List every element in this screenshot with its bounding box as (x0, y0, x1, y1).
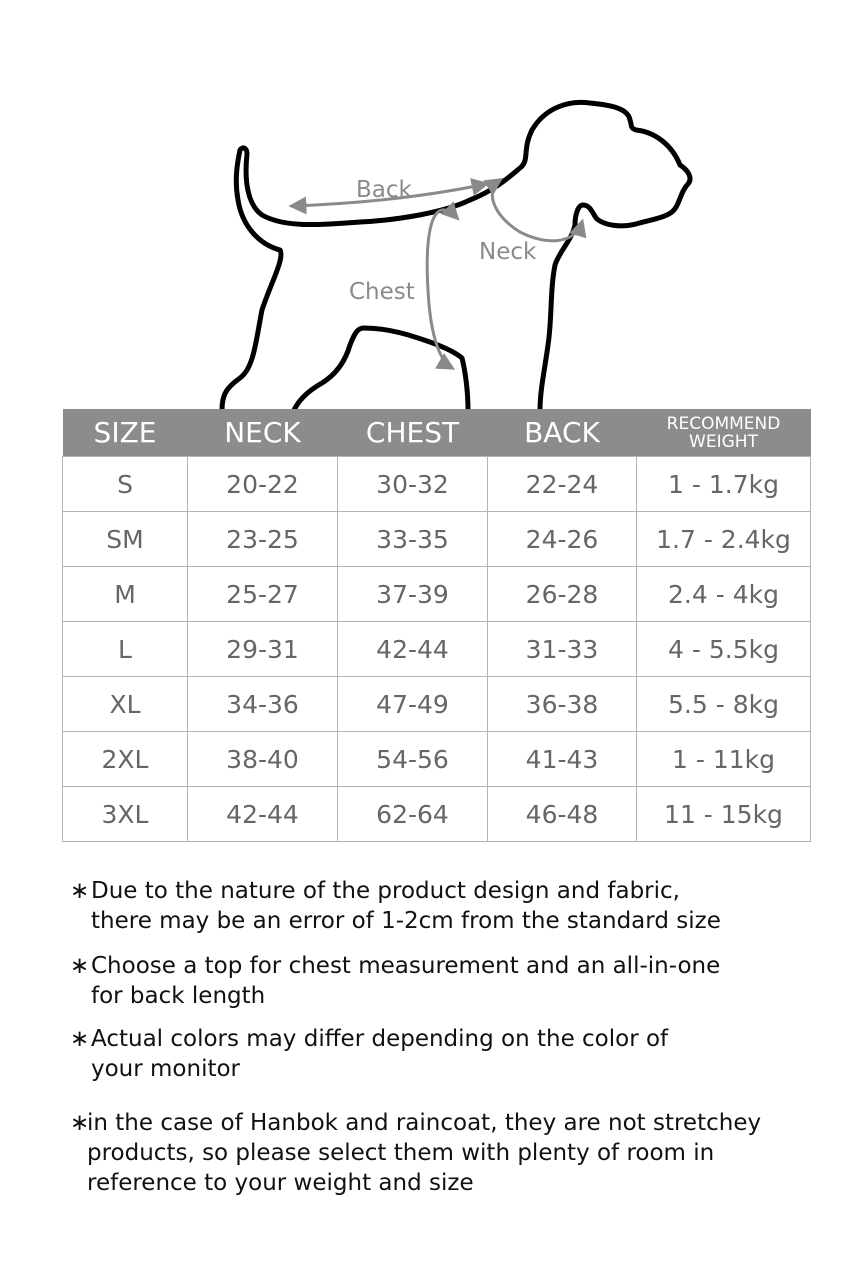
cell-size: M (63, 567, 188, 622)
asterisk-icon: ∗ (70, 1110, 90, 1136)
cell-weight: 4 - 5.5kg (637, 622, 811, 677)
header-back: BACK (488, 409, 637, 457)
cell-chest: 42-44 (338, 622, 488, 677)
header-recommend-weight (637, 409, 811, 457)
size-notes (70, 876, 830, 1198)
neck-arrow (492, 180, 582, 241)
cell-neck: 20-22 (188, 457, 338, 512)
asterisk-icon: ∗ (70, 1026, 90, 1052)
cell-size: XL (63, 677, 188, 732)
cell-neck: 38-40 (188, 732, 338, 787)
cell-chest: 37-39 (338, 567, 488, 622)
cell-weight: 5.5 - 8kg (637, 677, 811, 732)
asterisk-icon: ∗ (70, 878, 90, 904)
header-chest: CHEST (338, 409, 488, 457)
note-item (70, 1108, 830, 1198)
neck-label: Neck (479, 239, 537, 265)
cell-back: 41-43 (488, 732, 637, 787)
table-row (63, 787, 811, 842)
cell-size: L (63, 622, 188, 677)
size-chart-table (62, 409, 811, 842)
asterisk-icon: ∗ (70, 953, 90, 979)
cell-weight: 2.4 - 4kg (637, 567, 811, 622)
table-row (63, 567, 811, 622)
cell-neck: 34-36 (188, 677, 338, 732)
cell-weight: 1 - 1.7kg (637, 457, 811, 512)
table-header-row (63, 409, 811, 457)
cell-back: 31-33 (488, 622, 637, 677)
table-row (63, 677, 811, 732)
dog-outline (222, 102, 690, 410)
note-item (70, 951, 830, 1011)
cell-weight: 1.7 - 2.4kg (637, 512, 811, 567)
cell-neck: 25-27 (188, 567, 338, 622)
note-text: in the case of Hanbok and raincoat, they are not stretchey products, so please select them with plenty of room in reference to your weight and size (87, 1110, 762, 1196)
table-row (63, 622, 811, 677)
cell-back: 46-48 (488, 787, 637, 842)
header-size: SIZE (63, 409, 188, 457)
cell-neck: 42-44 (188, 787, 338, 842)
cell-size: S (63, 457, 188, 512)
note-text: Due to the nature of the product design and fabric, there may be an error of 1-2cm from the standard size (91, 878, 721, 934)
table-row (63, 457, 811, 512)
table-row (63, 732, 811, 787)
cell-chest: 30-32 (338, 457, 488, 512)
header-recommend-weight-text: RECOMMEND WEIGHT (666, 413, 781, 452)
cell-chest: 47-49 (338, 677, 488, 732)
cell-chest: 62-64 (338, 787, 488, 842)
note-text: Choose a top for chest measurement and an all-in-one for back length (91, 953, 721, 1009)
cell-size: 2XL (63, 732, 188, 787)
cell-back: 22-24 (488, 457, 637, 512)
cell-size: 3XL (63, 787, 188, 842)
cell-neck: 23-25 (188, 512, 338, 567)
cell-weight: 11 - 15kg (637, 787, 811, 842)
table-row (63, 512, 811, 567)
back-label: Back (356, 177, 412, 203)
note-item (70, 1024, 830, 1084)
dog-measurement-diagram (0, 0, 860, 420)
note-text: Actual colors may differ depending on the color of your monitor (91, 1026, 669, 1082)
cell-back: 24-26 (488, 512, 637, 567)
cell-chest: 33-35 (338, 512, 488, 567)
cell-chest: 54-56 (338, 732, 488, 787)
cell-neck: 29-31 (188, 622, 338, 677)
dog-illustration (0, 0, 860, 420)
cell-back: 26-28 (488, 567, 637, 622)
cell-back: 36-38 (488, 677, 637, 732)
cell-size: SM (63, 512, 188, 567)
cell-weight: 1 - 11kg (637, 732, 811, 787)
note-item (70, 876, 830, 936)
header-neck: NECK (188, 409, 338, 457)
chest-label: Chest (349, 279, 415, 305)
